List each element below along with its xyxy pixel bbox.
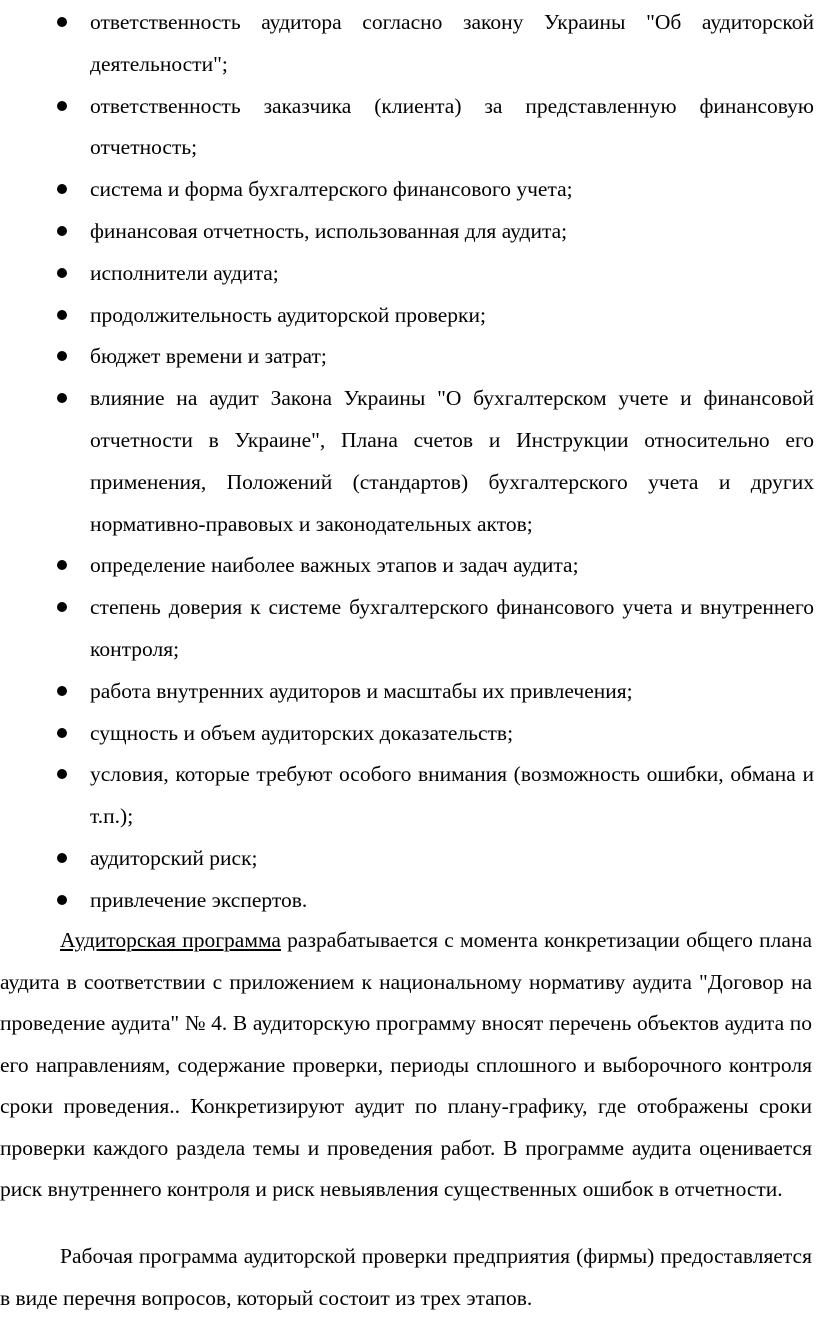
- list-item: [0, 378, 816, 545]
- list-item-text: сущность и объем аудиторских доказательств;: [90, 720, 514, 745]
- bullet-icon: [57, 769, 67, 779]
- bullet-list: [0, 2, 816, 922]
- list-item: [0, 838, 816, 880]
- list-item: [0, 880, 816, 922]
- bullet-icon: [57, 101, 67, 111]
- list-item-text: работа внутренних аудиторов и масштабы их привлечения;: [90, 678, 633, 703]
- bullet-icon: [57, 184, 67, 194]
- paragraph-working-program: [0, 1236, 812, 1319]
- list-item: [0, 86, 816, 170]
- bullet-icon: [57, 895, 67, 905]
- list-item: [0, 211, 816, 253]
- bullet-icon: [57, 310, 67, 320]
- list-item: [0, 545, 816, 587]
- list-item: [0, 754, 816, 838]
- list-item: [0, 713, 816, 755]
- bullet-icon: [57, 268, 67, 278]
- list-item-text: степень доверия к системе бухгалтерского финансового учета и внутреннего контроля;: [90, 595, 814, 661]
- list-item: [0, 295, 816, 337]
- list-item-text: финансовая отчетность, использованная для аудита;: [90, 218, 568, 243]
- list-item-text: система и форма бухгалтерского финансового учета;: [90, 177, 573, 202]
- list-item-text: аудиторский риск;: [90, 845, 258, 870]
- paragraph-text: Рабочая программа аудиторской проверки предприятия (фирмы) предоставляется в виде перечня вопросов, который состоит из трех этапов.: [0, 1244, 812, 1310]
- bullet-icon: [57, 351, 67, 361]
- list-item: [0, 336, 816, 378]
- bullet-icon: [57, 602, 67, 612]
- list-item-text: определение наиболее важных этапов и задач аудита;: [90, 553, 579, 578]
- list-item: [0, 253, 816, 295]
- paragraph-audit-program: [0, 920, 812, 1211]
- underlined-term: Аудиторская программа: [60, 928, 281, 952]
- bullet-icon: [57, 686, 67, 696]
- bullet-icon: [57, 560, 67, 570]
- list-item-text: ответственность аудитора согласно закону Украины "Об аудиторской деятельности";: [90, 10, 814, 76]
- list-item: [0, 2, 816, 86]
- list-item: [0, 169, 816, 211]
- bullet-icon: [57, 728, 67, 738]
- bullet-icon: [57, 226, 67, 236]
- list-item-text: ответственность заказчика (клиента) за представленную финансовую отчетность;: [90, 93, 814, 160]
- bullet-icon: [57, 393, 67, 403]
- bullet-icon: [57, 853, 67, 863]
- list-item: [0, 587, 816, 671]
- list-item-text: продолжительность аудиторской проверки;: [90, 302, 486, 327]
- list-item-text: привлечение экспертов.: [90, 887, 308, 912]
- list-item-text: бюджет времени и затрат;: [90, 344, 327, 369]
- list-item-text: условия, которые требуют особого внимания (возможность ошибки, обмана и т.п.);: [90, 762, 814, 829]
- bullet-icon: [57, 17, 67, 27]
- paragraph-text: разрабатывается с момента конкретизации общего плана аудита в соответствии с приложением к национальному нормативу аудита "Договор на проведение аудита" № 4. В аудиторскую программу вносят перечень объектов аудита по его направлениям, содержание проверки, периоды сплошного и выборочного контроля сроки проведения.. Конкретизируют аудит по плану-графику, где отображены сроки проверки каждого раздела темы и проведения работ. В программе аудита оценивается риск внутреннего контроля и риск невыявления существенных ошибок в отчетности.: [0, 928, 812, 1201]
- list-item-text: исполнители аудита;: [90, 260, 279, 285]
- list-item: [0, 671, 816, 713]
- list-item-text: влияние на аудит Закона Украины "О бухгалтерском учете и финансовой отчетности в Украине", Плана счетов и Инструкции относительно его применения, Положений (стандартов) бухгалтерского учета и других нормативно-правовых и законодательных актов;: [90, 386, 814, 536]
